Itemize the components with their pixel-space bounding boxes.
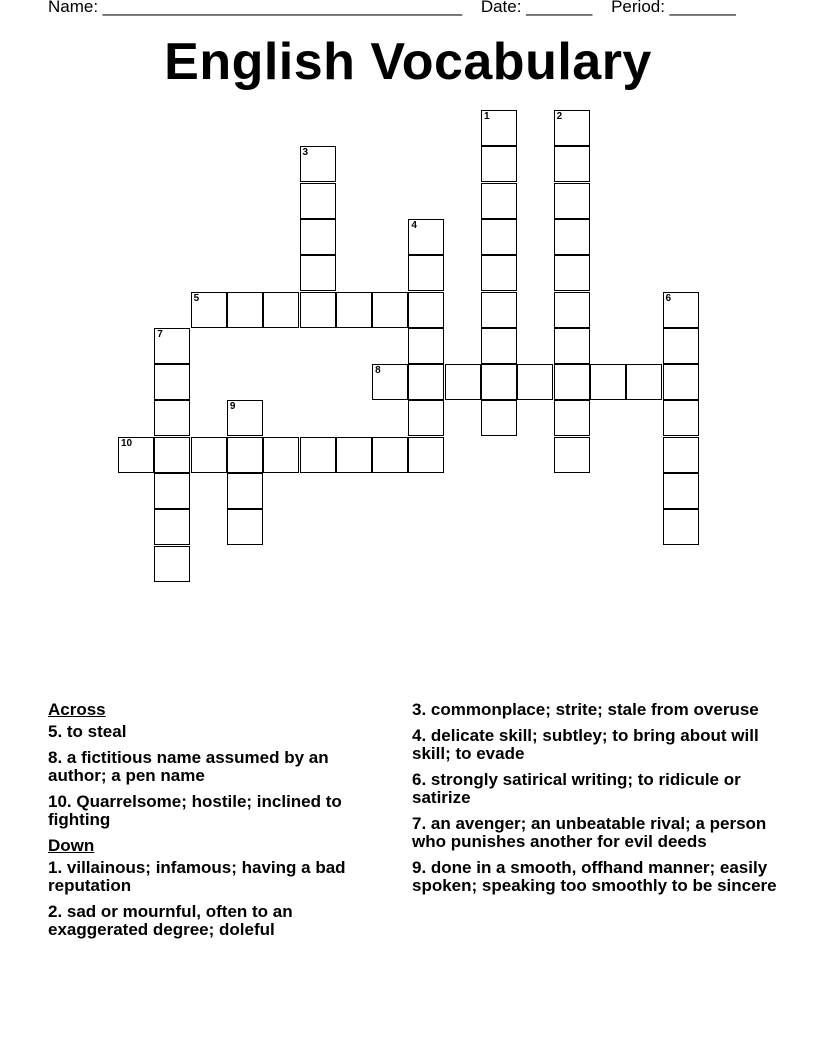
grid-cell[interactable] xyxy=(408,292,444,328)
grid-cell[interactable] xyxy=(154,509,190,545)
grid-cell[interactable] xyxy=(372,437,408,473)
clue-number: 6 xyxy=(665,292,672,304)
clue-number: 8 xyxy=(375,365,381,377)
grid-cell[interactable] xyxy=(554,146,590,182)
clue-number: 10 xyxy=(121,437,133,449)
grid-cell[interactable] xyxy=(227,400,263,436)
grid-cell[interactable] xyxy=(227,437,263,473)
clue-down-4: 4. delicate skill; subtley; to bring about will skill; to evade xyxy=(412,726,759,763)
clue-number: 3 xyxy=(302,147,309,159)
page-title: English Vocabulary xyxy=(164,33,652,91)
grid-cell[interactable] xyxy=(481,110,517,146)
grid-cell[interactable] xyxy=(372,292,408,328)
grid-cell[interactable] xyxy=(300,219,336,255)
grid-cell[interactable] xyxy=(481,146,517,182)
grid-cell[interactable] xyxy=(554,400,590,436)
grid-cell[interactable] xyxy=(300,255,336,291)
grid-cell[interactable] xyxy=(663,437,699,473)
grid-cell[interactable] xyxy=(118,437,154,473)
grid-cell[interactable] xyxy=(154,400,190,436)
down-heading: Down xyxy=(48,836,95,855)
grid-cell[interactable] xyxy=(481,364,517,400)
clues-right-column xyxy=(412,701,782,903)
grid-cell[interactable] xyxy=(408,400,444,436)
grid-cell[interactable] xyxy=(663,328,699,364)
clues-left-column xyxy=(48,701,388,947)
grid-cell[interactable] xyxy=(590,364,626,400)
grid-cell[interactable] xyxy=(154,364,190,400)
grid-cell[interactable] xyxy=(663,364,699,400)
grid-cell[interactable] xyxy=(663,400,699,436)
grid-cell[interactable] xyxy=(554,183,590,219)
grid-cell[interactable] xyxy=(263,292,299,328)
name-field[interactable]: Name: ______________________________________ xyxy=(48,0,463,16)
grid-cell[interactable] xyxy=(191,437,227,473)
across-heading: Across xyxy=(48,700,106,719)
clue-across-8: 8. a fictitious name assumed by an author; a pen name xyxy=(48,748,329,785)
clue-number: 1 xyxy=(484,111,490,122)
clue-number: 7 xyxy=(157,328,163,340)
grid-cell[interactable] xyxy=(663,473,699,509)
grid-cell[interactable] xyxy=(481,255,517,291)
grid-cell[interactable] xyxy=(408,364,444,400)
grid-cell[interactable] xyxy=(300,146,336,182)
grid-cell[interactable] xyxy=(481,219,517,255)
clue-down-1: 1. villainous; infamous; having a bad reputation xyxy=(48,858,346,895)
grid-cell[interactable] xyxy=(300,437,336,473)
grid-cell[interactable] xyxy=(554,328,590,364)
clue-across-5: 5. to steal xyxy=(48,722,127,741)
clue-down-3: 3. commonplace; strite; stale from overuse xyxy=(412,700,759,719)
grid-cell[interactable] xyxy=(554,255,590,291)
grid-cell[interactable] xyxy=(663,509,699,545)
clue-number: 9 xyxy=(229,401,236,413)
grid-cell[interactable] xyxy=(445,364,481,400)
date-field[interactable]: Date: _______ xyxy=(480,0,593,16)
clue-down-7: 7. an avenger; an unbeatable rival; a person who punishes another for evil deeds xyxy=(412,814,767,851)
grid-cell[interactable] xyxy=(227,473,263,509)
grid-cell[interactable] xyxy=(481,328,517,364)
period-field[interactable]: Period: _______ xyxy=(611,0,736,16)
grid-cell[interactable] xyxy=(554,292,590,328)
grid-cell[interactable] xyxy=(227,292,263,328)
grid-cell[interactable] xyxy=(300,183,336,219)
clue-down-2: 2. sad or mournful, often to an exaggerated degree; doleful xyxy=(48,902,293,939)
grid-cell[interactable] xyxy=(554,364,590,400)
grid-cell[interactable] xyxy=(372,364,408,400)
clue-down-6: 6. strongly satirical writing; to ridicule or satirize xyxy=(412,770,741,807)
grid-cell[interactable] xyxy=(408,219,444,255)
grid-cell[interactable] xyxy=(336,292,372,328)
grid-cell[interactable] xyxy=(408,437,444,473)
grid-cell[interactable] xyxy=(481,292,517,328)
grid-cell[interactable] xyxy=(263,437,299,473)
grid-cell[interactable] xyxy=(626,364,662,400)
clue-number: 2 xyxy=(556,111,563,122)
grid-cell[interactable] xyxy=(481,183,517,219)
grid-cell[interactable] xyxy=(154,473,190,509)
grid-cell[interactable] xyxy=(663,292,699,328)
grid-cell[interactable] xyxy=(408,255,444,291)
grid-cell[interactable] xyxy=(481,400,517,436)
grid-cell[interactable] xyxy=(336,437,372,473)
grid-cell[interactable] xyxy=(517,364,553,400)
clue-number: 4 xyxy=(411,219,417,231)
grid-cell[interactable] xyxy=(227,509,263,545)
grid-cell[interactable] xyxy=(154,328,190,364)
clue-number: 5 xyxy=(193,292,200,304)
grid-cell[interactable] xyxy=(554,437,590,473)
grid-cell[interactable] xyxy=(554,110,590,146)
grid-cell[interactable] xyxy=(554,219,590,255)
grid-cell[interactable] xyxy=(191,292,227,328)
grid-cell[interactable] xyxy=(300,292,336,328)
grid-cell[interactable] xyxy=(408,328,444,364)
grid-cell[interactable] xyxy=(154,437,190,473)
grid-cell[interactable] xyxy=(154,546,190,582)
clue-down-9: 9. done in a smooth, offhand manner; easily spoken; speaking too smoothly to be sincere xyxy=(412,858,777,895)
clue-across-10: 10. Quarrelsome; hostile; inclined to fighting xyxy=(48,792,342,829)
